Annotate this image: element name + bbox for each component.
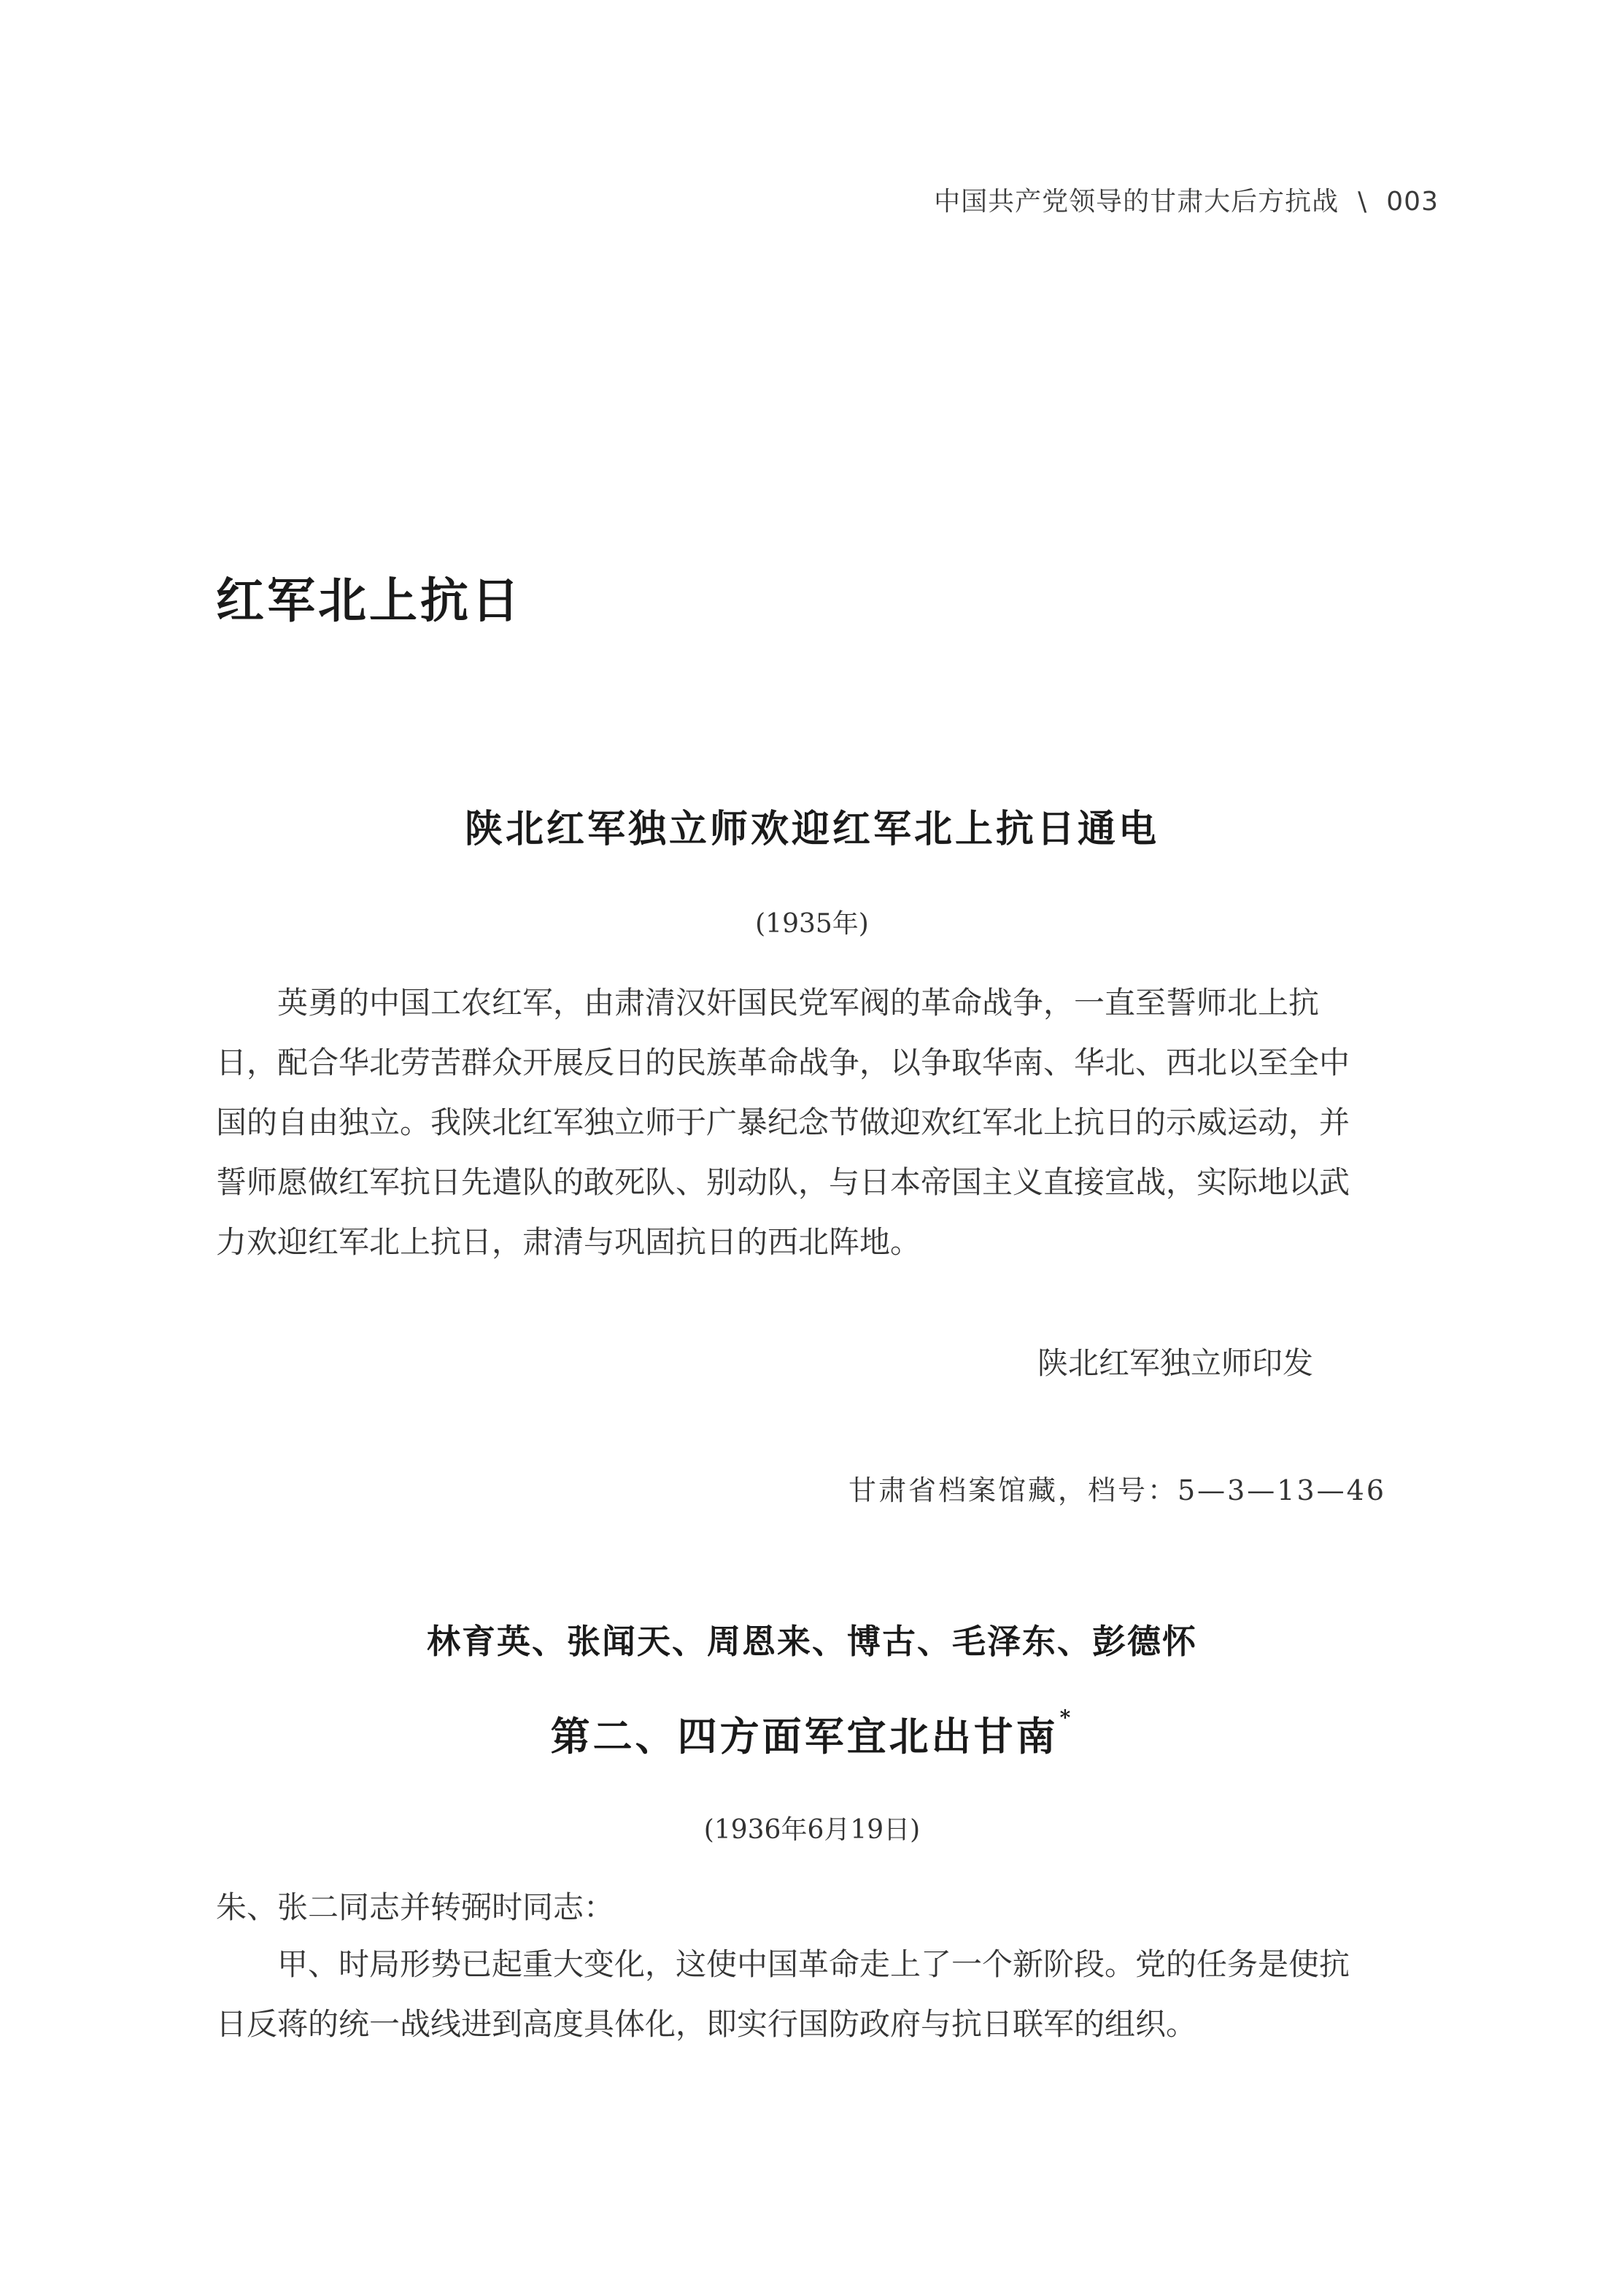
section-title: 红军北上抗日 [216, 573, 522, 629]
running-title: 中国共产党领导的甘肃大后方抗战 [934, 187, 1339, 217]
running-header [934, 181, 1439, 218]
footnote-mark: * [1059, 1706, 1074, 1730]
doc1-signature: 陕北红军独立师印发 [1037, 1345, 1313, 1381]
doc1-date: (1935年) [755, 909, 869, 939]
doc2-authors: 林育英、张闻天、周恩来、博古、毛泽东、彭德怀 [427, 1622, 1197, 1661]
doc1-title: 陕北红军独立师欢迎红军北上抗日通电 [464, 807, 1159, 851]
header-separator: \ [1358, 187, 1368, 217]
doc2-salutation: 朱、张二同志并转弼时同志： [216, 1889, 615, 1925]
page-number: 003 [1386, 187, 1439, 217]
doc2-body: 甲、时局形势已起重大变化，这使中国革命走上了一个新阶段。党的任务是使抗日反蒋的统一战线进到高度具体化，即实行国防政府与抗日联军的组织。 [216, 1946, 1350, 2042]
doc2-date: (1936年6月19日) [703, 1815, 921, 1845]
doc2-title: 第二、四方面军宜北出甘南 [550, 1713, 1059, 1760]
doc2-title-line [0, 1706, 1624, 1762]
doc1-body: 英勇的中国工农红军，由肃清汉奸国民党军阀的革命战争，一直至誓师北上抗日，配合华北劳苦群众开展反日的民族革命战争，以争取华南、华北、西北以至全中国的自由独立。我陕北红军独立师于广暴纪念节做迎欢红军北上抗日的示威运动，并誓师愿做红军抗日先遣队的敢死队、别动队，与日本帝国主义直接宣战，实际地以武力欢迎红军北上抗日，肃清与巩固抗日的西北阵地。 [216, 985, 1350, 1260]
doc1-archive-note: 甘肃省档案馆藏，档号：5—3—13—46 [848, 1474, 1386, 1506]
